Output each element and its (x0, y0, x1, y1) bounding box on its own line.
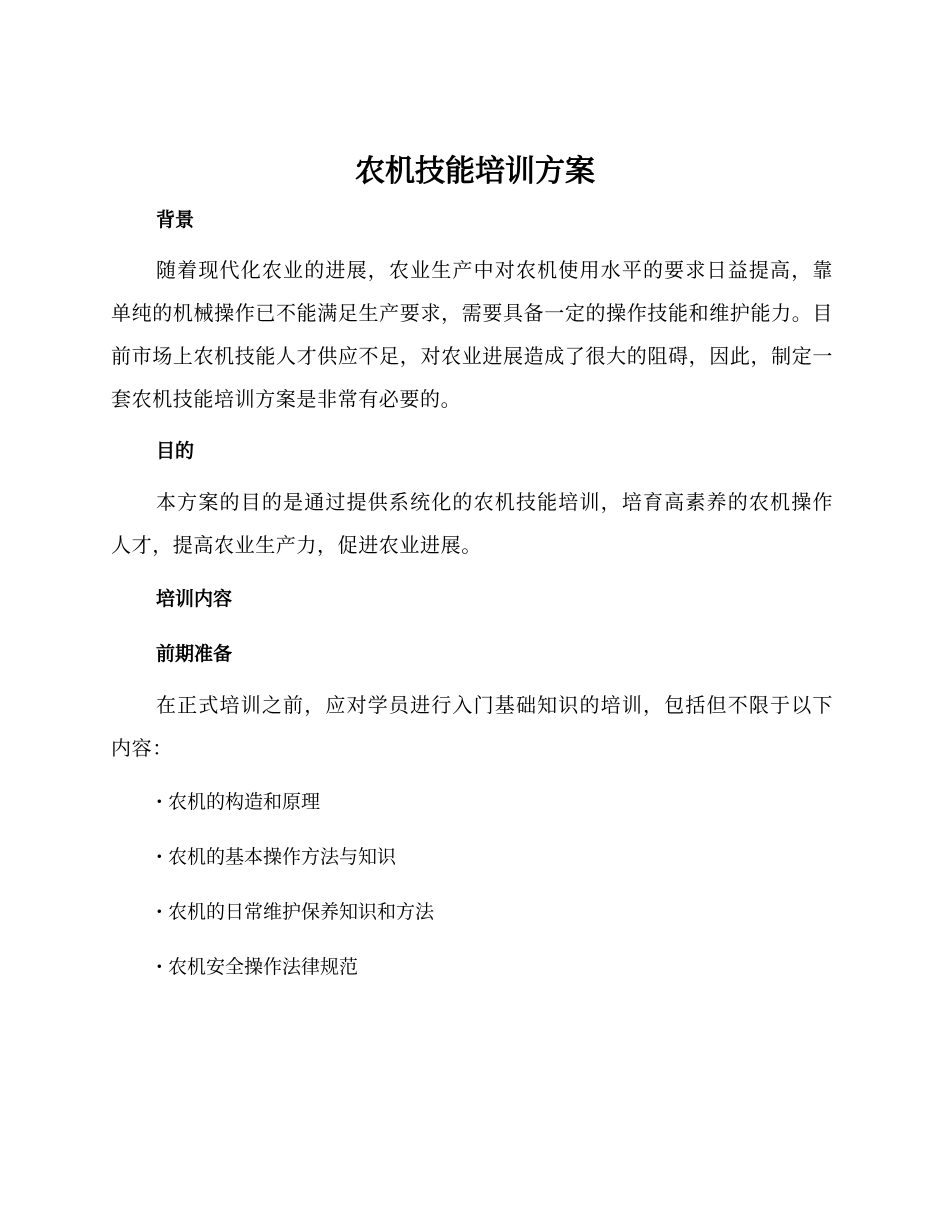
list-item (111, 788, 833, 816)
list-item-text: 农机安全操作法律规范 (168, 956, 359, 978)
subsection-heading-preparation: 前期准备 (156, 643, 233, 665)
document-title: 农机技能培训方案 (355, 154, 595, 189)
bullet-marker: · (156, 791, 163, 813)
bullet-marker: · (156, 846, 163, 868)
list-item-text: 农机的基本操作方法与知识 (168, 846, 397, 868)
bullet-marker: · (156, 956, 163, 978)
bullet-marker: · (156, 901, 163, 923)
purpose-paragraph: 本方案的目的是通过提供系统化的农机技能培训，培育高素养的农机操作人才，提高农业生产力，促进农业进展。 (111, 490, 833, 557)
section-heading-background: 背景 (156, 209, 195, 231)
list-item (111, 843, 833, 871)
list-item-text: 农机的构造和原理 (168, 791, 321, 813)
list-item (111, 898, 833, 926)
list-item (111, 953, 833, 981)
document-body (111, 196, 833, 981)
background-paragraph: 随着现代化农业的进展，农业生产中对农机使用水平的要求日益提高，靠单纯的机械操作已不能满足生产要求，需要具备一定的操作技能和维护能力。目前市场上农机技能人才供应不足，对农业进展造成了很大的阻碍，因此，制定一套农机技能培训方案是非常有必要的。 (111, 258, 833, 411)
section-heading-purpose: 目的 (156, 440, 195, 462)
list-item-text: 农机的日常维护保养知识和方法 (168, 901, 435, 923)
preparation-bullet-list (111, 788, 833, 981)
preparation-paragraph: 在正式培训之前，应对学员进行入门基础知识的培训，包括但不限于以下内容： (111, 693, 833, 760)
section-heading-training-content: 培训内容 (156, 588, 233, 610)
